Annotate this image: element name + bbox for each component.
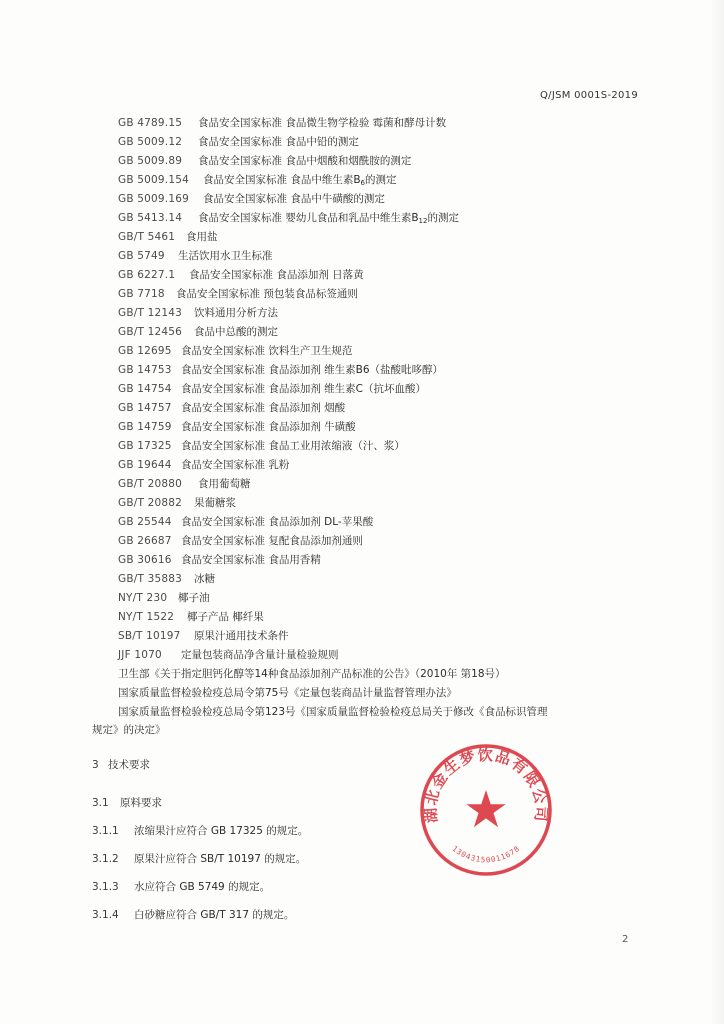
reference-code: GB 5009.154 — [118, 174, 189, 186]
reference-code: GB 5009.169 — [118, 193, 189, 205]
reference-title: 食品安全国家标准 食品添加剂 维生素B6（盐酸吡哆醇） — [181, 364, 444, 376]
reference-row — [0, 456, 724, 474]
document-code: Q/JSM 0001S-2019 — [540, 90, 638, 101]
reference-code: NY/T 230 — [118, 592, 168, 604]
page-number: 2 — [622, 934, 629, 945]
reference-code: GB/T 12143 — [118, 307, 183, 319]
section-number: 3.1.4 — [92, 909, 119, 921]
reference-code: GB 17325 — [118, 440, 172, 452]
reference-row — [0, 380, 724, 398]
reference-title: 食品安全国家标准 食品中维生素$B_6$的测定 — [203, 174, 397, 187]
reference-row — [0, 304, 724, 322]
reference-title: 食品安全国家标准 婴幼儿食品和乳品中维生素$B_{12}$的测定 — [198, 212, 459, 225]
reference-row — [0, 228, 724, 246]
reference-code: SB/T 10197 — [118, 630, 181, 642]
reference-title: 食品安全国家标准 预包装食品标签通则 — [176, 288, 358, 300]
regulation-line: 卫生部《关于指定胆钙化醇等14种食品添加剂产品标准的公告》（2010年 第18号） — [118, 668, 506, 680]
reference-code: GB/T 20882 — [118, 497, 183, 509]
reference-row — [0, 570, 724, 588]
section-title: 原料要求 — [120, 797, 162, 809]
reference-code: GB 14753 — [118, 364, 172, 376]
reference-title: 食品安全国家标准 食品添加剂 日落黄 — [189, 269, 364, 281]
reference-title: 食品安全国家标准 食品添加剂 维生素C（抗坏血酸） — [181, 383, 427, 395]
reference-title: 椰子产品 椰纤果 — [187, 611, 264, 623]
reference-row — [0, 627, 724, 645]
reference-code: GB 30616 — [118, 554, 172, 566]
section-number: 3.1.3 — [92, 881, 119, 893]
clause-text: 浓缩果汁应符合 GB 17325 的规定。 — [134, 825, 309, 837]
reference-row — [0, 361, 724, 379]
reference-code: GB 19644 — [118, 459, 172, 471]
clause-text: 水应符合 GB 5749 的规定。 — [134, 881, 271, 893]
reference-row — [0, 475, 724, 493]
reference-code: GB 5009.12 — [118, 136, 183, 148]
reference-code: GB 5749 — [118, 250, 165, 262]
clause-text: 原果汁应符合 SB/T 10197 的规定。 — [134, 853, 307, 865]
reference-title: 食品安全国家标准 食品添加剂 牛磺酸 — [181, 421, 356, 433]
section-number: 3.1.1 — [92, 825, 119, 837]
reference-title: 椰子油 — [178, 592, 210, 604]
reference-title: 食用盐 — [186, 231, 218, 243]
reference-code: GB 5413.14 — [118, 212, 183, 224]
reference-row — [0, 266, 724, 284]
reference-code: NY/T 1522 — [118, 611, 175, 623]
reference-code: GB 26687 — [118, 535, 172, 547]
reference-row — [0, 133, 724, 151]
seal-number: 13043150011678 — [450, 843, 522, 865]
reference-row — [0, 513, 724, 531]
reference-row — [0, 589, 724, 607]
reference-row — [0, 342, 724, 360]
reference-row — [0, 399, 724, 417]
reference-row — [0, 171, 724, 189]
reference-title: 食品安全国家标准 复配食品添加剂通则 — [181, 535, 363, 547]
reference-row — [0, 418, 724, 436]
regulation-line: 国家质量监督检验检疫总局令第75号《定量包装商品计量监督管理办法》 — [118, 687, 457, 699]
reference-title: 食品安全国家标准 食品工业用浓缩液（汁、浆） — [181, 440, 405, 452]
reference-row — [0, 494, 724, 512]
reference-row — [0, 437, 724, 455]
reference-title: 生活饮用水卫生标准 — [178, 250, 273, 262]
reference-code: GB 14759 — [118, 421, 172, 433]
reference-code: GB 14757 — [118, 402, 172, 414]
company-seal — [418, 742, 554, 878]
reference-title: 冰糖 — [194, 573, 215, 585]
reference-row — [0, 152, 724, 170]
reference-title: 食品中总酸的测定 — [194, 326, 278, 338]
scan-edge-shadow — [710, 0, 724, 1024]
section-number: 3.1 — [92, 797, 109, 809]
reference-code: GB/T 12456 — [118, 326, 183, 338]
regulation-line: 国家质量监督检验检疫总局令第123号《国家质量监督检验检疫总局关于修改《食品标识管理 — [118, 706, 548, 718]
reference-title: 食品安全国家标准 食品用香精 — [181, 554, 321, 566]
reference-row — [0, 209, 724, 227]
reference-code: GB 25544 — [118, 516, 172, 528]
reference-title: 食品安全国家标准 食品微生物学检验 霉菌和酵母计数 — [198, 117, 447, 129]
seal-name: 湖北金生梦饮品有限公司 — [421, 746, 551, 824]
reference-code: GB 12695 — [118, 345, 172, 357]
reference-code: GB 6227.1 — [118, 269, 176, 281]
star-icon — [466, 790, 505, 827]
reference-code: GB 7718 — [118, 288, 165, 300]
reference-title: 食品安全国家标准 食品中烟酸和烟酰胺的测定 — [198, 155, 412, 167]
reference-title: 食品安全国家标准 食品中牛磺酸的测定 — [203, 193, 385, 205]
reference-title: 食品安全国家标准 饮料生产卫生规范 — [181, 345, 353, 357]
clause-text: 白砂糖应符合 GB/T 317 的规定。 — [134, 909, 295, 921]
regulation-line: 规定》的决定》 — [92, 724, 166, 736]
reference-title: 饮料通用分析方法 — [194, 307, 278, 319]
reference-title: 食品安全国家标准 食品添加剂 DL-苹果酸 — [181, 516, 374, 528]
reference-code: GB/T 35883 — [118, 573, 183, 585]
reference-row — [0, 285, 724, 303]
reference-title: 果葡糖浆 — [194, 497, 236, 509]
reference-row — [0, 608, 724, 626]
reference-title: 食品安全国家标准 食品添加剂 烟酸 — [181, 402, 346, 414]
reference-code: GB 14754 — [118, 383, 172, 395]
reference-code: JJF 1070 — [118, 649, 162, 661]
reference-row — [0, 247, 724, 265]
section-title: 技术要求 — [108, 759, 150, 771]
reference-title: 定量包装商品净含量计量检验规则 — [181, 649, 339, 661]
reference-code: GB/T 5461 — [118, 231, 176, 243]
reference-row — [0, 114, 724, 132]
reference-row — [0, 323, 724, 341]
section-number: 3 — [92, 759, 99, 771]
reference-row — [0, 646, 724, 664]
section-number: 3.1.2 — [92, 853, 119, 865]
reference-row — [0, 190, 724, 208]
reference-title: 原果汁通用技术条件 — [194, 630, 289, 642]
reference-code: GB 4789.15 — [118, 117, 183, 129]
reference-code: GB 5009.89 — [118, 155, 183, 167]
reference-code: GB/T 20880 — [118, 478, 183, 490]
reference-row — [0, 551, 724, 569]
reference-row — [0, 532, 724, 550]
reference-title: 食用葡萄糖 — [198, 478, 251, 490]
reference-title: 食品安全国家标准 乳粉 — [181, 459, 290, 471]
reference-title: 食品安全国家标准 食品中铅的测定 — [198, 136, 359, 148]
